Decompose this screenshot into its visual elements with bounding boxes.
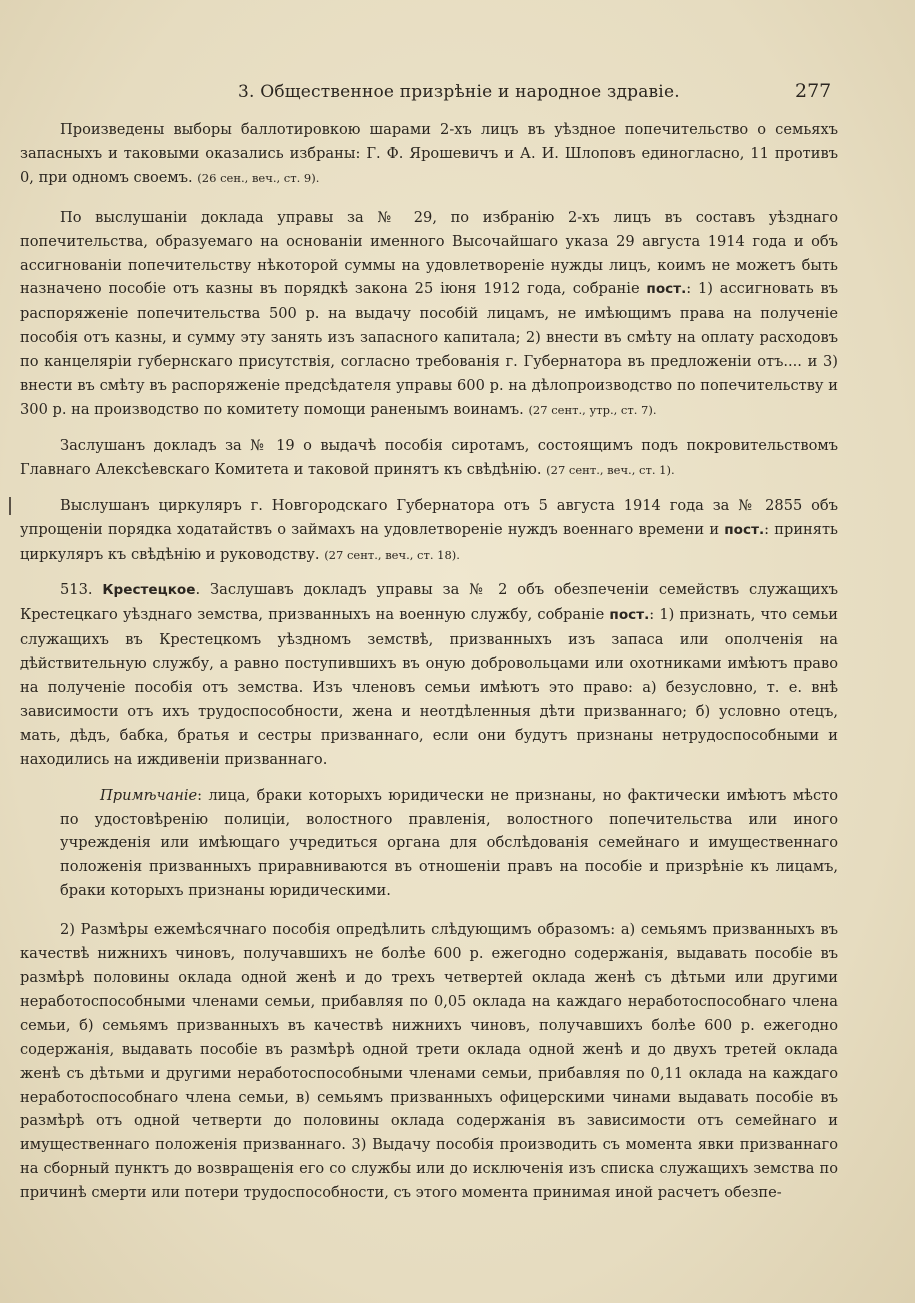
paragraph-krestetskoe xyxy=(20,578,838,771)
note-label: Примѣчаніе xyxy=(100,786,198,804)
page-number: 277 xyxy=(795,80,832,102)
paragraph-text: : принять циркуляръ къ свѣдѣнію и руководству. xyxy=(20,520,839,563)
resolution-marker: пост. xyxy=(724,521,765,538)
paragraph-guardianship-report xyxy=(20,206,838,423)
paragraph-text: . Заслушавъ докладъ управы за № 2 объ обезпеченіи семействъ служащихъ Крестецкаго уѣзднаго земства, призванныхъ на военную службу, собраніе xyxy=(20,581,839,624)
body-text xyxy=(20,118,838,1205)
paragraph-allowance-sizes xyxy=(20,918,838,1205)
paragraph-orphans-report xyxy=(20,434,838,483)
paragraph-text: : 1) признать, что семьи служащихъ въ Крестецкомъ уѣздномъ земствѣ, призванныхъ изъ запаса или ополченія на дѣйствительную службу, а равно поступившихъ въ оную добровольцами или охотниками имѣютъ право на полученіе пособія отъ земства. Изъ членовъ семьи имѣютъ это право: а) безусловно, т. е. внѣ зависимости отъ ихъ трудоспособности, жена и неотдѣленныя дѣти призваннаго; б) условно отецъ, мать, дѣдъ, бабка, братья и сестры призваннаго, если они будутъ признаны нетрудоспособными и находились на иждивеніи призваннаго. xyxy=(20,606,838,768)
paragraph-text: 2) Размѣры ежемѣсячнаго пособія опредѣлить слѣдующимъ образомъ: а) семьямъ призванныхъ въ качествѣ нижнихъ чиновъ, получавшихъ не болѣе 600 р. ежегодно содержанія, выдавать пособіе въ размѣрѣ половины оклада одной женѣ и до трехъ четвертей оклада женѣ съ дѣтьми или другими неработоспособными членами семьи, прибавляя по 0,05 оклада на каждаго неработоспособнаго члена семьи, б) семьямъ призванныхъ въ качествѣ нижнихъ чиновъ, получавшихъ болѣе 600 р. ежегодно содержанія, выдавать пособіе въ размѣрѣ одной трети оклада одной женѣ и до двухъ третей оклада женѣ съ дѣтьми и другими неработоспособными членами семьи, прибавляя по 0,11 оклада на каждаго неработоспособнаго члена семьи, в) семьямъ призванныхъ офицерскими чинами выдавать пособіе въ размѣрѣ отъ одной четверти до половины оклада содержанія въ зависимости отъ семейнаго и имущественнаго положенія призваннаго. 3) Выдачу пособія производить съ момента явки призваннаго на сборный пунктъ до возвращенія его со службы или до исключенія изъ списка служащихъ земства по причинѣ смерти или потери трудоспособности, съ этого момента принимая иной расчетъ обезпе- xyxy=(20,921,838,1202)
paragraph-elections xyxy=(20,118,838,191)
paragraph-text: : 1) ассигновать въ распоряженіе попечительства 500 р. на выдачу пособій лицамъ, не имѣющимъ права на полученіе пособія отъ казны, и сумму эту занять изъ запасного капитала; 2) внести въ смѣту на оплату расходовъ по канцеляріи губернскаго присутствія, согласно требованія г. Губернатора въ предложеніи отъ.... и 3) внести въ смѣту въ распоряженіе предсѣдателя управы 600 р. на дѣлопроизводство по попечительству и 300 р. на производство по комитету помощи раненымъ воинамъ. xyxy=(20,280,839,418)
paragraph-governor-circular xyxy=(20,494,838,568)
margin-mark xyxy=(9,497,11,515)
section-title: 3. Общественное призрѣніе и народное здравіе. xyxy=(238,82,680,102)
district-name: Крестецкое xyxy=(102,582,196,599)
resolution-marker: пост. xyxy=(609,607,650,624)
paragraph-text: Выслушанъ циркуляръ г. Новгородскаго Губернатора отъ 5 августа 1914 года за № 2855 объ упрощеніи порядка ходатайствъ о займахъ на удовлетвореніе нуждъ военнаго времени и xyxy=(20,496,838,538)
session-reference: (27 сент., утр., ст. 7). xyxy=(528,402,657,417)
paragraph-text: : лица, браки которыхъ юридически не признаны, но фактически имѣютъ мѣсто по удостовѣренію полиціи, волостного правленія, волостного попечительства или иного учрежденія или имѣющаго учредиться органа для обслѣдованія семейнаго и имущественнаго положенія призванныхъ приравниваются въ отношеніи правъ на пособіе и призрѣніе къ лицамъ, браки которыхъ признаны юридическими. xyxy=(60,786,838,900)
paragraph-text: Произведены выборы баллотировкою шарами 2-хъ лицъ въ уѣздное попечительство о семьяхъ запасныхъ и таковыми оказались избраны: Г. Ф. Ярошевичъ и А. И. Шлоповъ единогласно, 11 противъ 0, при одномъ своемъ. xyxy=(20,121,838,186)
paragraph-note xyxy=(60,784,838,904)
session-reference: (27 сент., веч., ст. 18). xyxy=(324,547,460,562)
session-reference: (27 сент., веч., ст. 1). xyxy=(546,462,675,477)
session-reference: (26 сен., веч., ст. 9). xyxy=(197,170,320,185)
resolution-marker: пост. xyxy=(646,281,687,298)
paragraph-text: По выслушаніи доклада управы за № 29, по избранію 2-хъ лицъ въ составъ уѣзднаго попечительства, образуемаго на основаніи именного Высочайшаго указа 29 августа 1914 года и объ ассигнованіи попечительству нѣкоторой суммы на удовлетвореніе нужды лицъ, коимъ не можетъ быть назначено пособіе отъ казны въ порядкѣ закона 25 іюня 1912 года, собраніе xyxy=(20,208,838,298)
running-header xyxy=(0,82,915,112)
item-number: 513. xyxy=(60,581,93,599)
paragraph-text: Заслушанъ докладъ за № 19 о выдачѣ пособія сиротамъ, состоящимъ подъ покровительствомъ Главнаго Алексѣевскаго Комитета и таковой принятъ къ свѣдѣнію. xyxy=(20,436,838,478)
